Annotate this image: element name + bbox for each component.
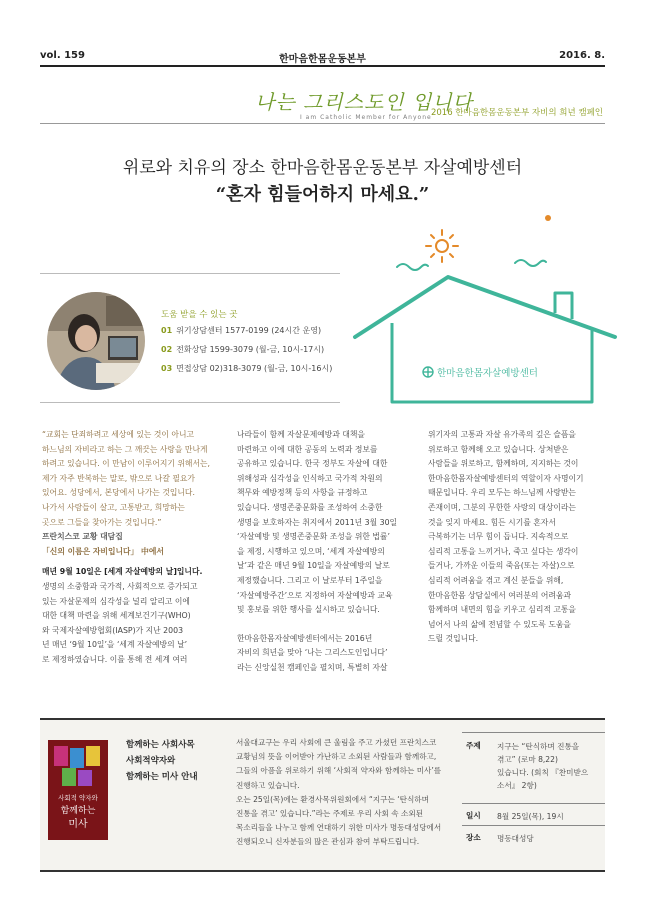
quote-source-book: 프란치스코 교황 대담집: [42, 532, 123, 542]
event-description: 서울대교구는 우리 사회에 큰 울림을 주고 가셨던 프란치스코 교황님의 뜻을 이어받아 가난하고 소외된 사람들과 함께하고, 그들의 아픔을 위로하기 위해 ‘사회적 약자와 함께하는 미사’를 진행하고 있습니다. 오는 25일(목)에는 환경사목위원회에서 “지구는 ‘탄식하며 진통을 겪고’ 있습니다.”라는 주제로 우리 사회 속 소외된 목소리들을 나누고 함께 연대하기 위한 미사가 명동대성당에서 진행되오니 신자분들의 많은 관심과 참여 부탁드립니다.: [236, 738, 442, 847]
article-column-2: [237, 428, 417, 676]
page-title: 위로와 치유의 장소 한마음한몸운동본부 자살예방센터: [122, 158, 523, 178]
poster-line2: 함께하는: [60, 806, 96, 816]
campaign-name: 2016 한마음한몸운동본부 자비의 희년 캠페인: [430, 108, 603, 118]
center-sign-text: 한마음한몸자살예방센터: [437, 368, 538, 379]
campaign-tagline: I am Catholic Member for Anyone: [300, 114, 432, 121]
info-rule: [462, 732, 605, 733]
house-illustration: [350, 205, 620, 405]
issue-date: 2016. 8.: [559, 50, 605, 61]
quote-source-title: 「신의 이름은 자비입니다」 中에서: [42, 546, 164, 556]
counselor-photo: [46, 291, 146, 391]
help-item: 01 위기상담센터 1577-0199 (24시간 운영): [161, 326, 322, 335]
help-rule: [40, 273, 340, 274]
theme-label: 주제: [466, 741, 481, 750]
article-column-1: [42, 428, 232, 668]
dot-icon: [545, 215, 551, 221]
place-value: 명동대성당: [497, 834, 534, 843]
lead-sentence: 매년 9월 10일은 [세계 자살예방의 날]입니다.: [42, 567, 203, 577]
header-rule: [40, 65, 605, 67]
body-text: 위기자의 고통과 자살 유가족의 깊은 슬픔을 위로하고 함께해 오고 있습니다. 상처받은 사람들을 위로하고, 함께하며, 지지하는 것이 한마음한몸자살예방센터의 역할이자 사명이기 때문입니다. 우리 모두는 하느님께 사랑받는 존재이며, 그분의 무한한 사랑의 대상이라는 것을 잊지 마세요. 힘든 시기를 혼자서 극복하기는 너무 힘이 듭니다. 지속적으로 심리적 고통을 느끼거나, 죽고 싶다는 생각이 들거나, 가까운 이들의 죽음(또는 자살)으로 심리적 어려움을 겪고 계신 분들을 위해, 한마음한몸 상담실에서 여러분의 어려움과 함께하며 내면의 힘을 키우고 심리적 고통을 넘어서 나의 삶에 전념할 수 있도록 도움을 드릴 것입니다.: [428, 430, 584, 644]
sun-icon: [426, 230, 458, 262]
info-rule: [462, 825, 605, 826]
wind-icon: [397, 264, 428, 270]
house-wall: [392, 323, 592, 402]
volume-number: vol. 159: [40, 50, 85, 61]
roof-line: [355, 277, 615, 337]
poster-line1: 사회적 약자와: [58, 794, 98, 802]
date-label: 일시: [466, 811, 481, 820]
info-rule: [462, 803, 605, 804]
help-item: 03 면접상담 02)318-3079 (월-금, 10시-16시): [161, 364, 333, 373]
publisher-name: 한마음한몸운동본부: [279, 54, 366, 65]
help-heading: 도움 받을 수 있는 곳: [161, 310, 238, 320]
campaign-logo: 나는 그리스도인 입니다: [255, 90, 473, 114]
pope-quote: “교회는 단죄하려고 세상에 있는 것이 아니고 하느님의 자비라고 하는 그 깨끗는 사랑을 만나게 하려고 있습니다. 이 만남이 이루어지기 위해서는, 제가 자주 반복하는 말로, 밖으로 나갈 필요가 있어요. 성당에서, 본당에서 나가는 것입니다. 나가서 사람들이 살고, 고통받고, 희망하는 곳으로 그들을 찾아가는 것입니다.”: [42, 430, 210, 527]
event-poster: [48, 740, 108, 840]
page-subtitle: “혼자 힘들어하지 마세요.”: [215, 184, 430, 205]
date-value: 8월 25일(목), 19시: [497, 812, 564, 821]
event-title: 함께하는 사회사목 사회적약자와 함께하는 미사 안내: [126, 740, 198, 782]
body-text: 나라들이 함께 자살문제예방과 대책을 마련하고 이에 대한 공동의 노력과 정보를 공유하고 있습니다. 한국 정부도 자살에 대한 위해성과 심각성을 인식하고 국가적 차원의 책무와 예방정책 등의 사항을 규정하고 있습니다. 생명존중문화를 조성하여 소중한 생명을 보호하자는 취지에서 2011년 3월 30일 ‘자살예방 및 생명존중문화 조성을 위한 법률’ 을 제정, 시행하고 있으며, ‘세계 자살예방의 날’과 같은 매년 9월 10일을 자살예방의 날로 제정했습니다. 그리고 이 날로부터 1주일을 ‘자살예방주간’으로 지정하여 자살예방과 교육 및 홍보를 위한 행사를 실시하고 있습니다.: [237, 430, 398, 615]
center-logo-icon: [423, 367, 433, 377]
poster-line3: 미사: [68, 819, 88, 830]
help-rule-bottom: [40, 402, 340, 403]
body-text: 한마음한몸자살예방센터에서는 2016년 자비의 희년을 맞아 ‘나는 그리스도인입니다’ 라는 신앙실천 캠페인을 펼치며, 특별히 자살: [237, 633, 388, 672]
place-label: 장소: [466, 833, 481, 842]
banner-rule: [40, 123, 605, 124]
theme-value: 지구는 “탄식하며 진통을 겪고” (로마 8,22) 있습니다. (회칙 『찬미받으 소서』 2항): [497, 742, 589, 790]
article-column-3: [428, 428, 613, 647]
body-text: 생명의 소중함과 국가적, 사회적으로 증가되고 있는 자살문제의 심각성을 널리 알리고 이에 대한 대책 마련을 위해 세계보건기구(WHO) 와 국제자살예방협회(IASP)가 지난 2003 년 매년 ‘9월 10일’을 ‘세계 자살예방의 날’ 로 제정하였습니다. 이를 통해 전 세계 여러: [42, 581, 198, 664]
help-item: 02 전화상담 1599-3079 (월-금, 10시-17시): [161, 345, 325, 354]
wind-icon: [515, 260, 546, 266]
